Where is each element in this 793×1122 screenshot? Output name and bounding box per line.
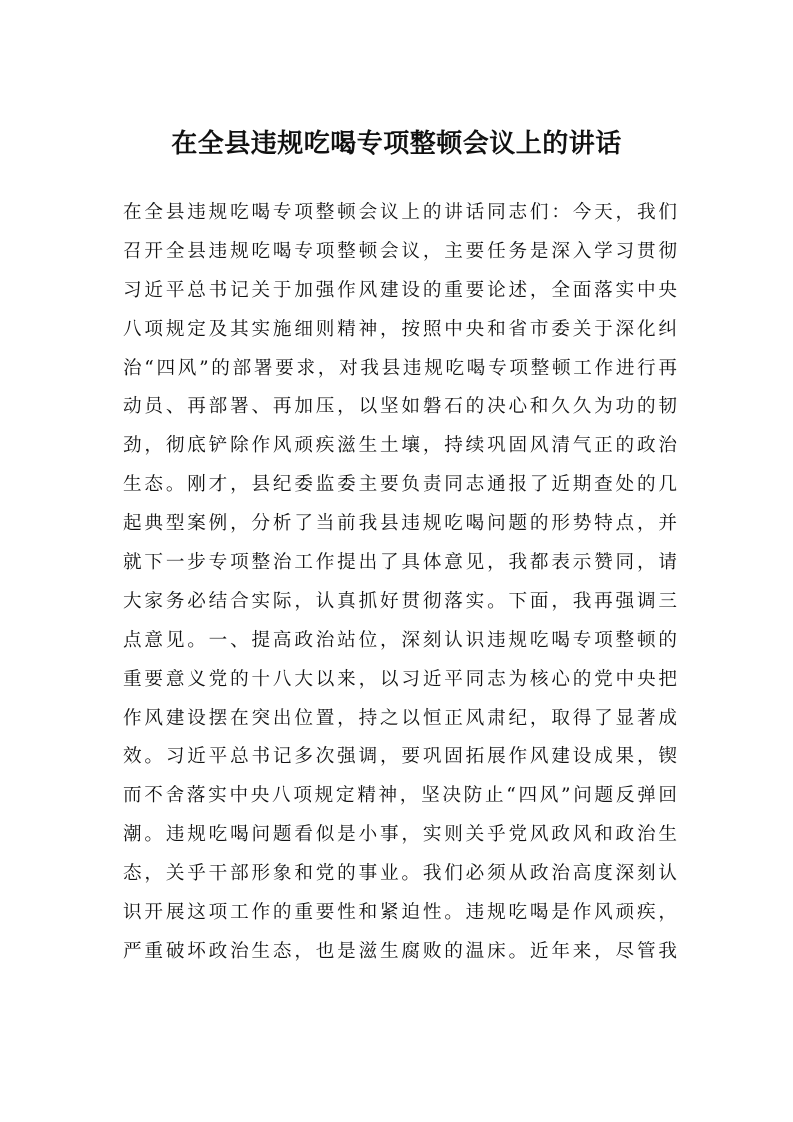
body-line: 八项规定及其实施细则精神，按照中央和省市委关于深化纠 xyxy=(123,318,677,340)
body-line: 而不舍落实中央八项规定精神，坚决防止“四风”问题反弹回 xyxy=(123,785,677,807)
body-line: 习近平总书记关于加强作风建设的重要论述，全面落实中央 xyxy=(123,279,677,301)
body-line: 大家务必结合实际，认真抓好贯彻落实。下面，我再强调三 xyxy=(123,590,677,612)
body-line: 识开展这项工作的重要性和紧迫性。违规吃喝是作风顽疾， xyxy=(123,902,677,924)
body-line: 动员、再部署、再加压，以坚如磐石的决心和久久为功的韧 xyxy=(123,396,677,418)
body-line: 劲，彻底铲除作风顽疾滋生土壤，持续巩固风清气正的政治 xyxy=(123,435,677,457)
body-line: 点意见。一、提高政治站位，深刻认识违规吃喝专项整顿的 xyxy=(123,629,677,651)
body-line: 在全县违规吃喝专项整顿会议上的讲话同志们：今天，我们 xyxy=(123,202,677,223)
body-line: 作风建设摆在突出位置，持之以恒正风肃纪，取得了显著成 xyxy=(123,707,677,729)
document-title: 在全县违规吃喝专项整顿会议上的讲话 xyxy=(171,129,622,159)
body-line: 重要意义党的十八大以来，以习近平同志为核心的党中央把 xyxy=(123,668,677,690)
body-line: 态，关乎干部形象和党的事业。我们必须从政治高度深刻认 xyxy=(123,863,677,885)
body-line: 潮。违规吃喝问题看似是小事，实则关乎党风政风和政治生 xyxy=(123,824,677,846)
body-line: 生态。刚才，县纪委监委主要负责同志通报了近期查处的几 xyxy=(123,474,677,496)
body-line: 召开全县违规吃喝专项整顿会议，主要任务是深入学习贯彻 xyxy=(123,240,677,262)
body-line: 效。习近平总书记多次强调，要巩固拓展作风建设成果，锲 xyxy=(123,746,677,768)
document-body xyxy=(123,194,677,972)
body-line: 治“四风”的部署要求，对我县违规吃喝专项整顿工作进行再 xyxy=(123,357,677,379)
body-line: 严重破坏政治生态，也是滋生腐败的温床。近年来，尽管我 xyxy=(123,940,677,962)
body-line: 就下一步专项整治工作提出了具体意见，我都表示赞同，请 xyxy=(123,552,677,574)
body-line: 起典型案例，分析了当前我县违规吃喝问题的形势特点，并 xyxy=(123,513,677,535)
